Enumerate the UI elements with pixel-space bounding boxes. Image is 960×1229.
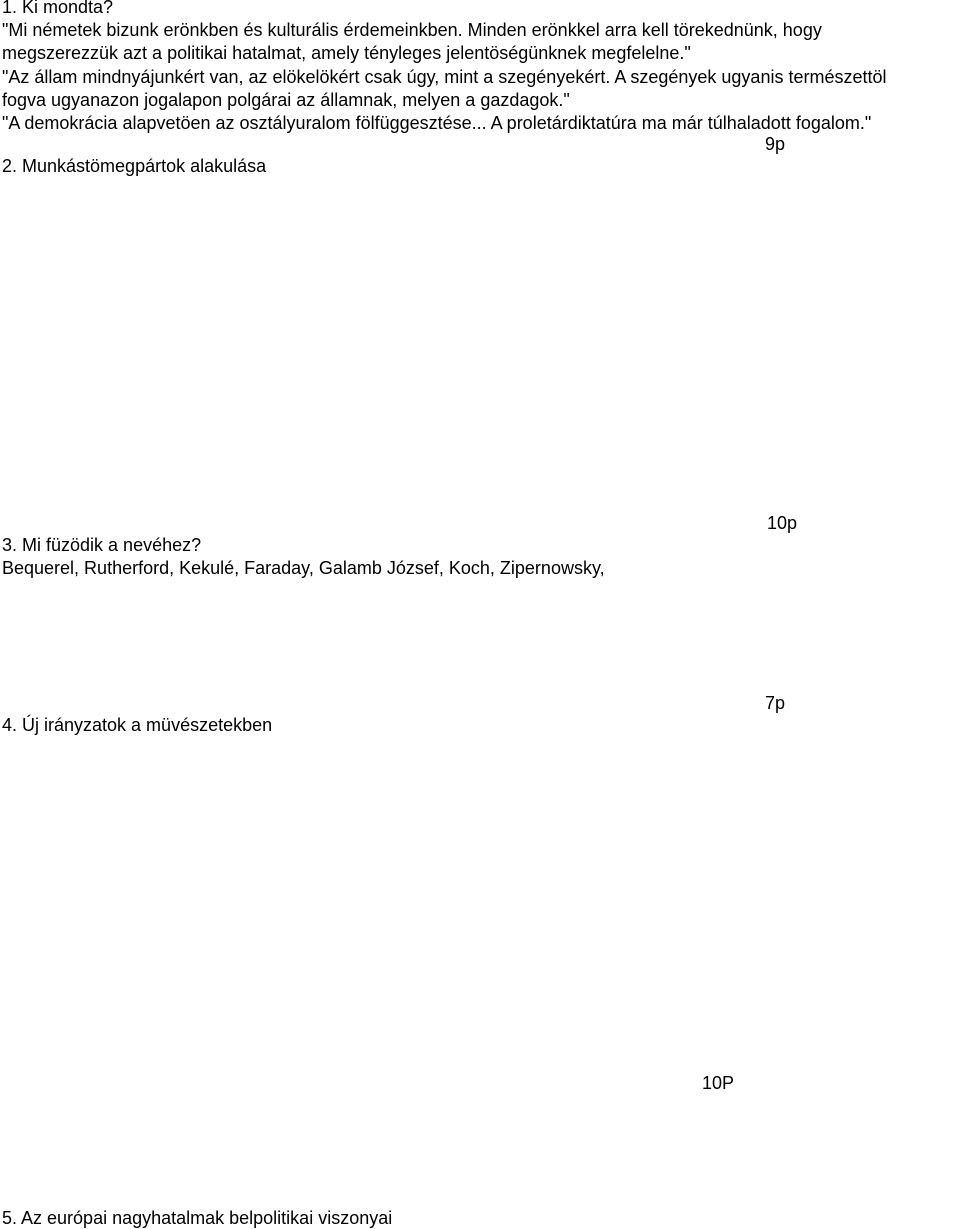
question-4-heading: 4. Új irányzatok a müvészetekben: [2, 715, 273, 735]
quote-line-3: "Az állam mindnyájunkért van, az elökelökért csak úgy, mint a szegényekért. A szegények ugyanis természettöl: [2, 67, 887, 87]
quote-line-5: "A demokrácia alapvetöen az osztályuralom fölfüggesztése... A proletárdiktatúra ma már túlhaladott fogalom.": [2, 113, 872, 133]
question-1-heading: 1. Ki mondta?: [2, 0, 114, 17]
question-3-names: Bequerel, Rutherford, Kekulé, Faraday, Galamb József, Koch, Zipernowsky,: [2, 558, 605, 578]
question-2-points: 10p: [767, 513, 798, 533]
question-3-points: 7p: [765, 693, 786, 713]
question-3-heading: 3. Mi füzödik a nevéhez?: [2, 535, 202, 555]
question-4-points: 10P: [702, 1073, 735, 1093]
quote-line-4: fogva ugyanazon jogalapon polgárai az államnak, melyen a gazdagok.": [2, 90, 570, 110]
question-2-heading: 2. Munkástömegpártok alakulása: [2, 156, 267, 176]
question-5-heading: 5. Az európai nagyhatalmak belpolitikai viszonyai: [2, 1208, 393, 1228]
question-1-points: 9p: [765, 134, 786, 154]
quote-line-2: megszerezzük azt a politikai hatalmat, amely tényleges jelentöségünknek megfelelne.": [2, 43, 691, 63]
quote-line-1: "Mi németek bizunk erönkben és kulturális érdemeinkben. Minden erönkkel arra kell törekednünk, hogy: [2, 20, 822, 40]
